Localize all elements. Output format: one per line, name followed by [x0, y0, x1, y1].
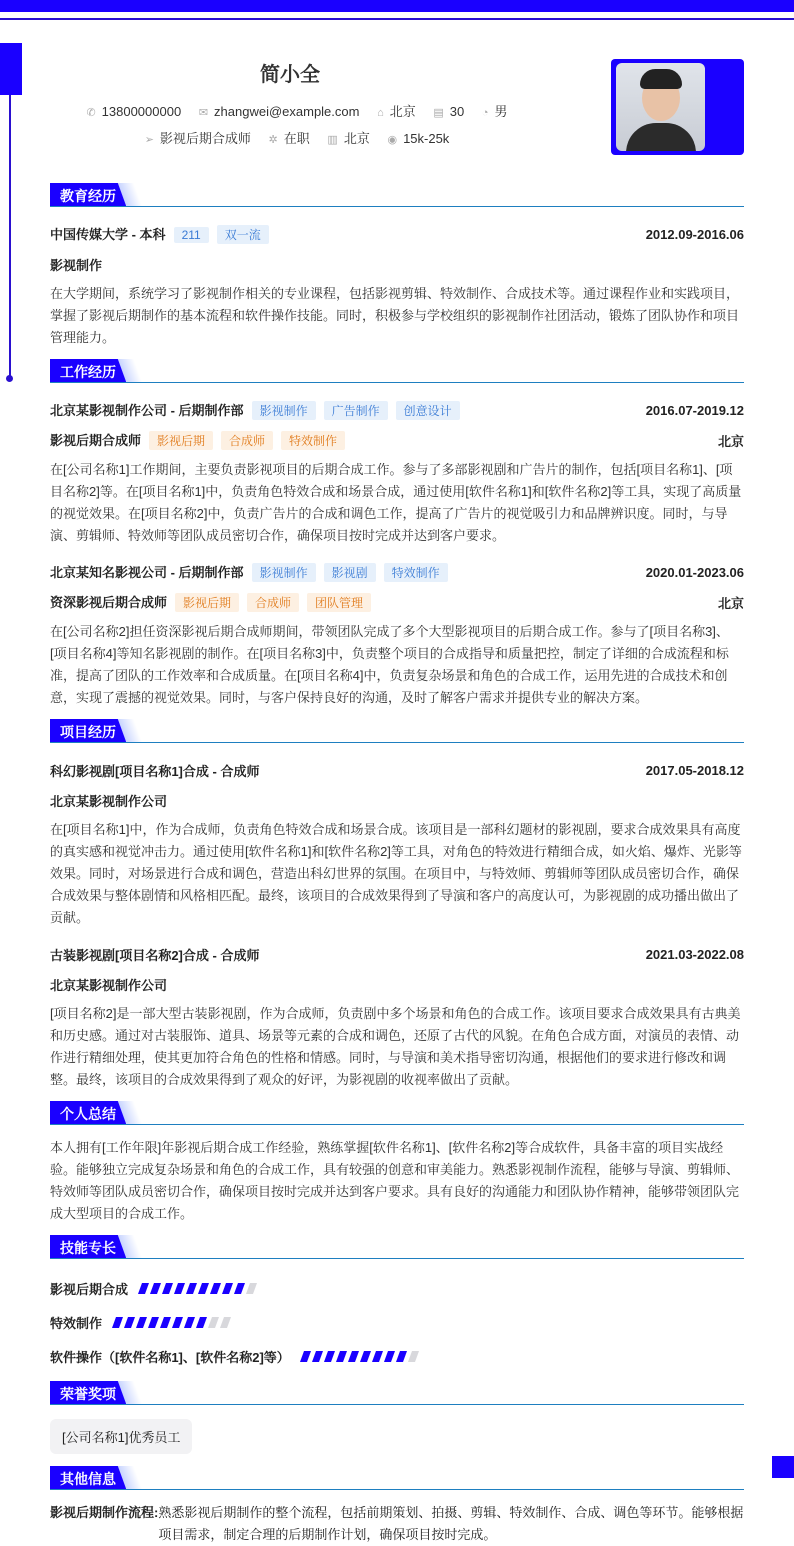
tag: 特效制作	[281, 431, 345, 450]
date: 2012.09-2016.06	[645, 226, 744, 242]
resume-content	[50, 183, 744, 1546]
tag: 影视剧	[324, 563, 376, 582]
tag: 211	[174, 227, 209, 243]
work-role-row	[50, 587, 744, 617]
skill-level-segment	[174, 1283, 185, 1294]
skill-item	[50, 1339, 744, 1373]
tag: 影视制作	[252, 563, 316, 582]
skill-level-segment	[312, 1351, 323, 1362]
skill-level-segment	[160, 1317, 171, 1328]
city: 北京	[717, 433, 744, 449]
salary-icon: ◉	[387, 134, 398, 146]
skill-level-segment	[210, 1283, 221, 1294]
section-title: 工作经历	[50, 359, 126, 382]
skill-level-segment	[198, 1283, 209, 1294]
edu-row	[50, 219, 744, 249]
date: 2021.03-2022.08	[645, 946, 744, 962]
section-skills	[50, 1235, 744, 1259]
left-accent-dot	[6, 375, 13, 382]
section-work	[50, 359, 744, 383]
company: 北京某影视制作公司 - 后期制作部	[50, 403, 244, 418]
job-status: 在职	[283, 131, 310, 146]
section-title: 教育经历	[50, 183, 126, 206]
work-company-row	[50, 557, 744, 587]
skill-level-segment	[396, 1351, 407, 1362]
age-icon: ▤	[433, 107, 444, 119]
section-summary	[50, 1101, 744, 1125]
skill-item	[50, 1305, 744, 1339]
section-projects	[50, 719, 744, 743]
skill-level-segment	[208, 1317, 219, 1328]
skill-level-segment	[112, 1317, 123, 1328]
candidate-name: 简小全	[260, 64, 320, 86]
role: 资深影视后期合成师	[50, 595, 168, 610]
work-desc: 在[公司名称1]工作期间，主要负责影视项目的后期合成工作。参与了多部影视剧和广告片的制作，包括[项目名称1]、[项目名称2]等。在[项目名称1]中，负责角色特效合成和场景合成，通过使用[软件名称1]和[软件名称2]等工具，实现了高质量的视觉效果。在[项目名称2]中，负责广告片的合成和调色工作，提高了广告片的视觉吸引力和品牌辨识度。同时，与导演、剪辑师、特效师等团队成员密切合作，确保项目按时完成并达到客户要求。	[50, 462, 742, 543]
work-role-row	[50, 425, 744, 455]
skill-level-segment	[148, 1317, 159, 1328]
section-title: 项目经历	[50, 719, 126, 742]
project-org: 北京某影视制作公司	[50, 977, 168, 993]
gender: 男	[494, 104, 508, 119]
section-title: 其他信息	[50, 1466, 126, 1489]
left-accent-line	[9, 95, 11, 378]
section-other	[50, 1466, 744, 1490]
other-item	[50, 1502, 744, 1546]
phone-icon: ✆	[86, 107, 96, 119]
skill-level-segment	[372, 1351, 383, 1362]
tag: 特效制作	[384, 563, 448, 582]
project-desc: 在[项目名称1]中，作为合成师，负责角色特效合成和场景合成。该项目是一部科幻题材的影视剧，要求合成效果具有高度的真实感和视觉冲击力。通过使用[软件名称1]和[软件名称2]等工具，对角色的特效进行精细合成，如火焰、爆炸、光影等效果。同时，对场景进行合成和调色，营造出科幻世界的氛围。在项目中，与特效师、剪辑师等团队成员密切合作，确保合成效果与整体剧情和风格相匹配。最终，该项目的合成效果得到了导演和客户的高度认可，为影视剧的成功播出做出了贡献。	[50, 822, 742, 925]
company: 北京某知名影视公司 - 后期制作部	[50, 565, 244, 580]
tag: 广告制作	[324, 401, 388, 420]
skill-level-segment	[184, 1317, 195, 1328]
project-title-row	[50, 939, 744, 969]
project-title: 古装影视剧[项目名称2]合成 - 合成师	[50, 947, 260, 963]
salary: 15k-25k	[403, 131, 450, 146]
home-icon: ⌂	[377, 107, 384, 119]
skill-name: 特效制作	[50, 1315, 103, 1331]
skill-level-bar	[114, 1317, 234, 1328]
job-row	[50, 128, 530, 147]
skill-item	[50, 1271, 744, 1305]
skill-level-segment	[186, 1283, 197, 1294]
skill-name: 影视后期合成	[50, 1281, 129, 1297]
section-title: 个人总结	[50, 1101, 126, 1124]
skill-level-segment	[220, 1317, 231, 1328]
section-title: 荣誉奖项	[50, 1381, 126, 1404]
phone: 13800000000	[101, 104, 182, 119]
email: zhangwei@example.com	[214, 104, 360, 119]
award-item: [公司名称1]优秀员工	[50, 1419, 192, 1454]
summary-text: 本人拥有[工作年限]年影视后期合成工作经验，熟练掌握[软件名称1]、[软件名称2]等合成软件，具备丰富的项目实战经验。能够独立完成复杂场景和角色的合成工作，具有较强的创意和审美能力。熟悉影视制作流程，能够与导演、剪辑师、特效师等团队成员密切合作，确保项目按时完成并达到客户要求。具有良好的沟通能力和团队协作精神，能够带领团队完成大型项目的合成工作。	[50, 1140, 740, 1221]
project-entry	[50, 755, 744, 929]
project-title: 科幻影视剧[项目名称1]合成 - 合成师	[50, 763, 260, 779]
section-awards	[50, 1381, 744, 1405]
profile-photo	[611, 59, 744, 155]
skill-level-segment	[196, 1317, 207, 1328]
job-title: 影视后期合成师	[159, 131, 251, 146]
gender-icon: ◔	[481, 107, 489, 119]
skill-level-segment	[348, 1351, 359, 1362]
edu-desc: 在大学期间，系统学习了影视制作相关的专业课程，包括影视剪辑、特效制作、合成技术等。通过课程作业和实践项目，掌握了影视后期制作的基本流程和软件操作技能。同时，积极参与学校组织的影视制作社团活动，锻炼了团队协作和项目管理能力。	[50, 286, 740, 345]
skill-level-bar	[302, 1351, 422, 1362]
skill-level-segment	[172, 1317, 183, 1328]
tag: 合成师	[221, 431, 273, 450]
skill-level-segment	[136, 1317, 147, 1328]
section-education	[50, 183, 744, 207]
skill-level-segment	[150, 1283, 161, 1294]
project-desc: [项目名称2]是一部大型古装影视剧，作为合成师，负责剧中多个场景和角色的合成工作。该项目要求合成效果具有古典美和历史感。通过对古装服饰、道具、场景等元素的合成和调色，还原了古代的风貌。在角色合成方面，对演员的表情、动作进行精细处理，使其更加符合角色的性格和情感。同时，与导演和美术指导密切沟通，根据他们的要求进行修改和调整。最终，该项目的合成效果得到了观众的好评，为影视剧的收视率做出了贡献。	[50, 1006, 741, 1087]
date: 2017.05-2018.12	[645, 762, 744, 778]
skill-level-bar	[140, 1283, 260, 1294]
building-icon: ▥	[327, 134, 338, 146]
skill-level-segment	[408, 1351, 419, 1362]
top-line	[0, 18, 794, 20]
skill-level-segment	[336, 1351, 347, 1362]
work-desc: 在[公司名称2]担任资深影视后期合成师期间，带领团队完成了多个大型影视项目的后期合成工作。参与了[项目名称3]、[项目名称4]等知名影视剧的制作。在[项目名称3]中，负责整个项目的合成指导和质量把控，制定了详细的合成流程和标准，提高了团队的工作效率和合成质量。在[项目名称4]中，负责复杂场景和角色的合成工作，运用先进的合成技术和创意，实现了震撼的视觉效果。同时，与客户保持良好的沟通，及时了解客户需求并提供专业的解决方案。	[50, 624, 729, 705]
date: 2020.01-2023.06	[645, 564, 744, 580]
skill-level-segment	[384, 1351, 395, 1362]
project-entry	[50, 939, 744, 1091]
send-icon: ➢	[144, 134, 154, 146]
skill-name: 软件操作（[软件名称1]、[软件名称2]等）	[50, 1349, 290, 1365]
skill-level-segment	[138, 1283, 149, 1294]
contact-row	[50, 101, 530, 120]
work-entry	[50, 557, 744, 709]
skill-level-segment	[360, 1351, 371, 1362]
skill-level-segment	[324, 1351, 335, 1362]
skill-level-segment	[300, 1351, 311, 1362]
top-bar	[0, 0, 794, 12]
location: 北京	[343, 131, 370, 146]
tag: 合成师	[247, 593, 299, 612]
email-icon: ✉	[198, 107, 209, 119]
work-company-row	[50, 395, 744, 425]
tag: 影视后期	[175, 593, 239, 612]
tag: 影视制作	[252, 401, 316, 420]
tag: 团队管理	[307, 593, 371, 612]
bottom-right-accent	[772, 1456, 794, 1478]
project-title-row	[50, 755, 744, 785]
skill-level-segment	[234, 1283, 245, 1294]
age: 30	[449, 104, 465, 119]
status-icon: ✲	[268, 134, 278, 146]
skill-level-segment	[246, 1283, 257, 1294]
skill-level-segment	[162, 1283, 173, 1294]
date: 2016.07-2019.12	[645, 402, 744, 418]
tag: 双一流	[217, 225, 269, 244]
school: 中国传媒大学 - 本科	[50, 227, 166, 242]
project-org: 北京某影视制作公司	[50, 793, 168, 809]
role: 影视后期合成师	[50, 433, 142, 448]
city: 北京	[389, 104, 416, 119]
left-accent-block	[0, 43, 22, 95]
city: 北京	[717, 595, 744, 611]
section-title: 技能专长	[50, 1235, 126, 1258]
other-value: 熟悉影视后期制作的整个流程，包括前期策划、拍摄、剪辑、特效制作、合成、调色等环节。能够根据项目需求，制定合理的后期制作计划，确保项目按时完成。	[158, 1505, 744, 1542]
skill-level-segment	[124, 1317, 135, 1328]
other-key: 影视后期制作流程:	[50, 1505, 159, 1520]
tag: 影视后期	[149, 431, 213, 450]
work-entry	[50, 395, 744, 547]
skill-level-segment	[222, 1283, 233, 1294]
major: 影视制作	[50, 257, 103, 273]
tag: 创意设计	[396, 401, 460, 420]
